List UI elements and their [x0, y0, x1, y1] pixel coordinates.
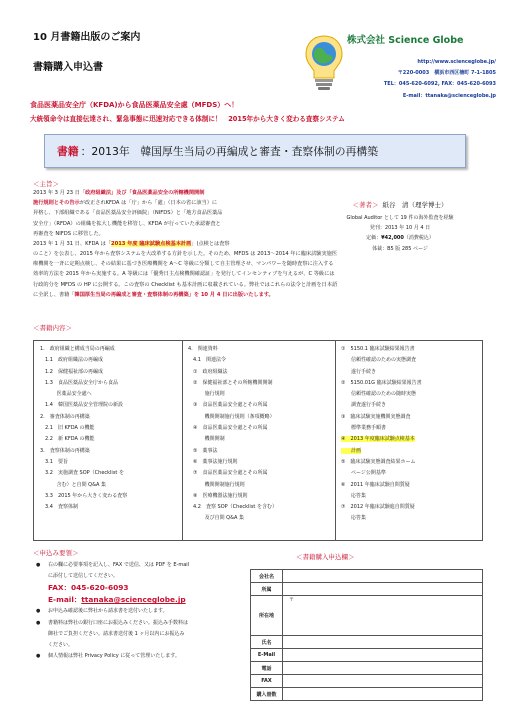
company-tel-fax: TEL：045-620-6092, FAX：045-620-6093 [383, 81, 496, 88]
publish-date: 発刊：2013 年 10 月 4 日 [369, 225, 431, 232]
field-label: 所属 [251, 583, 283, 596]
company-url[interactable]: http://www.scienceglobe.jp/ [417, 59, 496, 65]
author-career: Global Auditor として 19 件の海外監査を経験 [346, 215, 454, 221]
summary-heading: ＜主旨＞ [33, 180, 59, 188]
company-email[interactable]: E-mail：ttanaka@scienceglobe.jp [402, 92, 496, 99]
contents-heading: ＜書籍内容＞ [33, 324, 72, 332]
fax-input[interactable] [283, 675, 483, 688]
field-label: 電話 [251, 662, 283, 675]
phone-input[interactable] [283, 662, 483, 675]
book-format: 体裁：B5 版 285 ページ [372, 245, 428, 252]
email-input[interactable] [283, 649, 483, 662]
contents-col-1: 1. 政府組織と構成当局の再編成 1.1 政府組織法の再編成 1.2 保健福祉部の再編成 1.3 食品医薬品安全庁から食品 医薬品安全處へ 1.4 韓国医薬品安全管理院の新設 2. 審査体制の再構築 2.1 旧 KFDA の機能 2.2 新 KFDA の機能 3. 査察体制の再構築 3.1 要旨 3.2 実施調査 SOP（Checklist を 含む）と自問 Q&A 集 3.3 2015 年から大きく変わる査察 3.4 査察体制 [40, 346, 128, 511]
company-address: 〒220-0003 横浜市西区楠町 7-1-1805 [397, 70, 496, 77]
highlighted-item: ④ 2013 年度臨床試験点検基本 [341, 436, 415, 443]
email-address: E-mail：ttanaka@scienceglobe.jp [48, 595, 186, 605]
company-input[interactable] [283, 570, 483, 583]
field-label: 会社名 [251, 570, 283, 583]
page-title: 10 月書籍出版のご案内 [33, 32, 141, 43]
catch-line-2: 大統領命令は直接伝達され、緊急事態に迅速対応できる体制に！ 2015年から大きく変わる査察システム [30, 115, 345, 123]
price: 定価：¥42,000（消費税込） [366, 235, 434, 242]
apply-instructions: ● 右の欄に必要事項を記入し、FAX で送信、又は PDF を E-mail に添付して送信してください。 FAX：045-620-6093 E-mail：ttanaka@scienceglobe.jp ● お申込み確認後に弊社から請求書を送付いたします。 ● 書籍料は弊社の銀行口座にお振込みください。振込み手数料は 御社でご負担ください。請求書送付後 1 ヶ月以内にお振込み ください。 ● 個人情報は弊社 Privacy Policy に従って管理いたします。 [36, 560, 274, 662]
field-label: 所在地 [251, 596, 283, 636]
contents-col-3: ① 5150.1 臨床試験結果報告書 信頼性確認のための実態調査 遂行手続き ② 5150.01G 臨床試験結果報告書 信頼性確認のための随時実態 調査遂行手続き ③ 臨床試験実施機関実態調査 標準業務手順書 ④ 2013 年度臨床試験点検基本 計画 ⑤ 臨床試験実態調査結果ホーム ページ公開基準 ⑥ 2011 年臨床試験自問質疑 応答集 ⑦ 2012 年臨床試験進自問質疑 応答集 [341, 346, 422, 522]
quantity-input[interactable] [283, 688, 483, 701]
company-contact [384, 57, 496, 102]
summary-text-upper: 2013 年 3 月 23 日「政府組織法」及び「食品医薬品安全の所轄機関開制 施行規則とその告示が改正されKFDA は「庁」から「處」（日本の省に該当）に 昇格し、下部組織である「食品医薬品安全評価院」（NIFDS）と「地方食品医薬品 安全庁」（RFDA）の組織を拡大し機能を移管し、KFDA が行っていた承認審査と 再審査を NIFDS に移管した。 2013 年 1 月 31 日、KFDA は「2013 年度 臨床試験点検基本計画」(点検とは査察 [33, 190, 230, 248]
summary-text-lower: のこと）を公表し、2015 年から査察システムを大改革する方針を示した。そのため、MFDS は 2013～2014 年に臨床試験実施医 療機関を一斉に定期点検し、その結果に基づき医療機関を A～C 等級に分類して自主管理させ、マンパワーを随時査察に注入する 効率的方法を 2015 年から実施する。A 等級には「優秀日主点検機関確認証」を発行してインセンティブを与えるが、C 等級には 行政的分を MFDS の HP に公開する。この査察の Checklist も基本計画に収載されている。弊社ではこれらの法令と計画を日本語 に全訳し、書籍「韓国厚生当局の再編成と審査・査察体制の再構築」を 10 月 4 日に出版いたします。 [33, 251, 338, 298]
field-label: FAX [251, 675, 283, 688]
address-input[interactable]: 〒 [283, 596, 483, 636]
apply-heading: ＜申込み要領＞ [33, 549, 79, 557]
company-name: 株式会社 Science Globe [347, 35, 464, 46]
page-subtitle: 書籍購入申込書 [33, 62, 103, 73]
fax-number: FAX：045-620-6093 [48, 583, 129, 593]
catch-line-1: 食品医薬品安全庁（KFDA)から食品医薬品安全處（MFDS）へ！ [30, 101, 239, 109]
contents-table [33, 340, 483, 541]
author-heading: ＜著者＞ [352, 201, 379, 209]
form-heading: ＜書籍購入申込欄＞ [296, 553, 355, 561]
author-name: 紙谷 清（理学博士） [382, 201, 448, 209]
book-title: ：2013年 韓国厚生当局の再編成と審査・査察体制の再構築 [80, 144, 378, 158]
department-input[interactable] [283, 583, 483, 596]
book-label: 書籍 [57, 144, 79, 158]
name-input[interactable] [283, 636, 483, 649]
order-form [250, 569, 483, 701]
field-label: 購入冊数 [251, 688, 283, 701]
contents-col-2: 4. 関連資料 4.1 関連法令 ① 政府組織法 ② 保健福祉部とその所轄機関開制 施行規則 ③ 食品医薬品安全處とその所属 機関開制施行規則（条項概略） ④ 食品医薬品安全處とその所属 機関開制 ⑤ 薬事法 ⑥ 薬事法施行規則 ⑦ 食品医薬品安全處とその所属 機関開制施行規則 ⑧ 医療機器法施行規則 4.2 査察 SOP（Checklist を含む） 及び自問 Q&A 集 [188, 346, 277, 522]
globe-bulb-logo-icon [305, 34, 343, 92]
field-label: 氏名 [251, 636, 283, 649]
book-title-banner [44, 134, 466, 168]
author-box [317, 200, 483, 264]
field-label: E-Mail [251, 649, 283, 662]
